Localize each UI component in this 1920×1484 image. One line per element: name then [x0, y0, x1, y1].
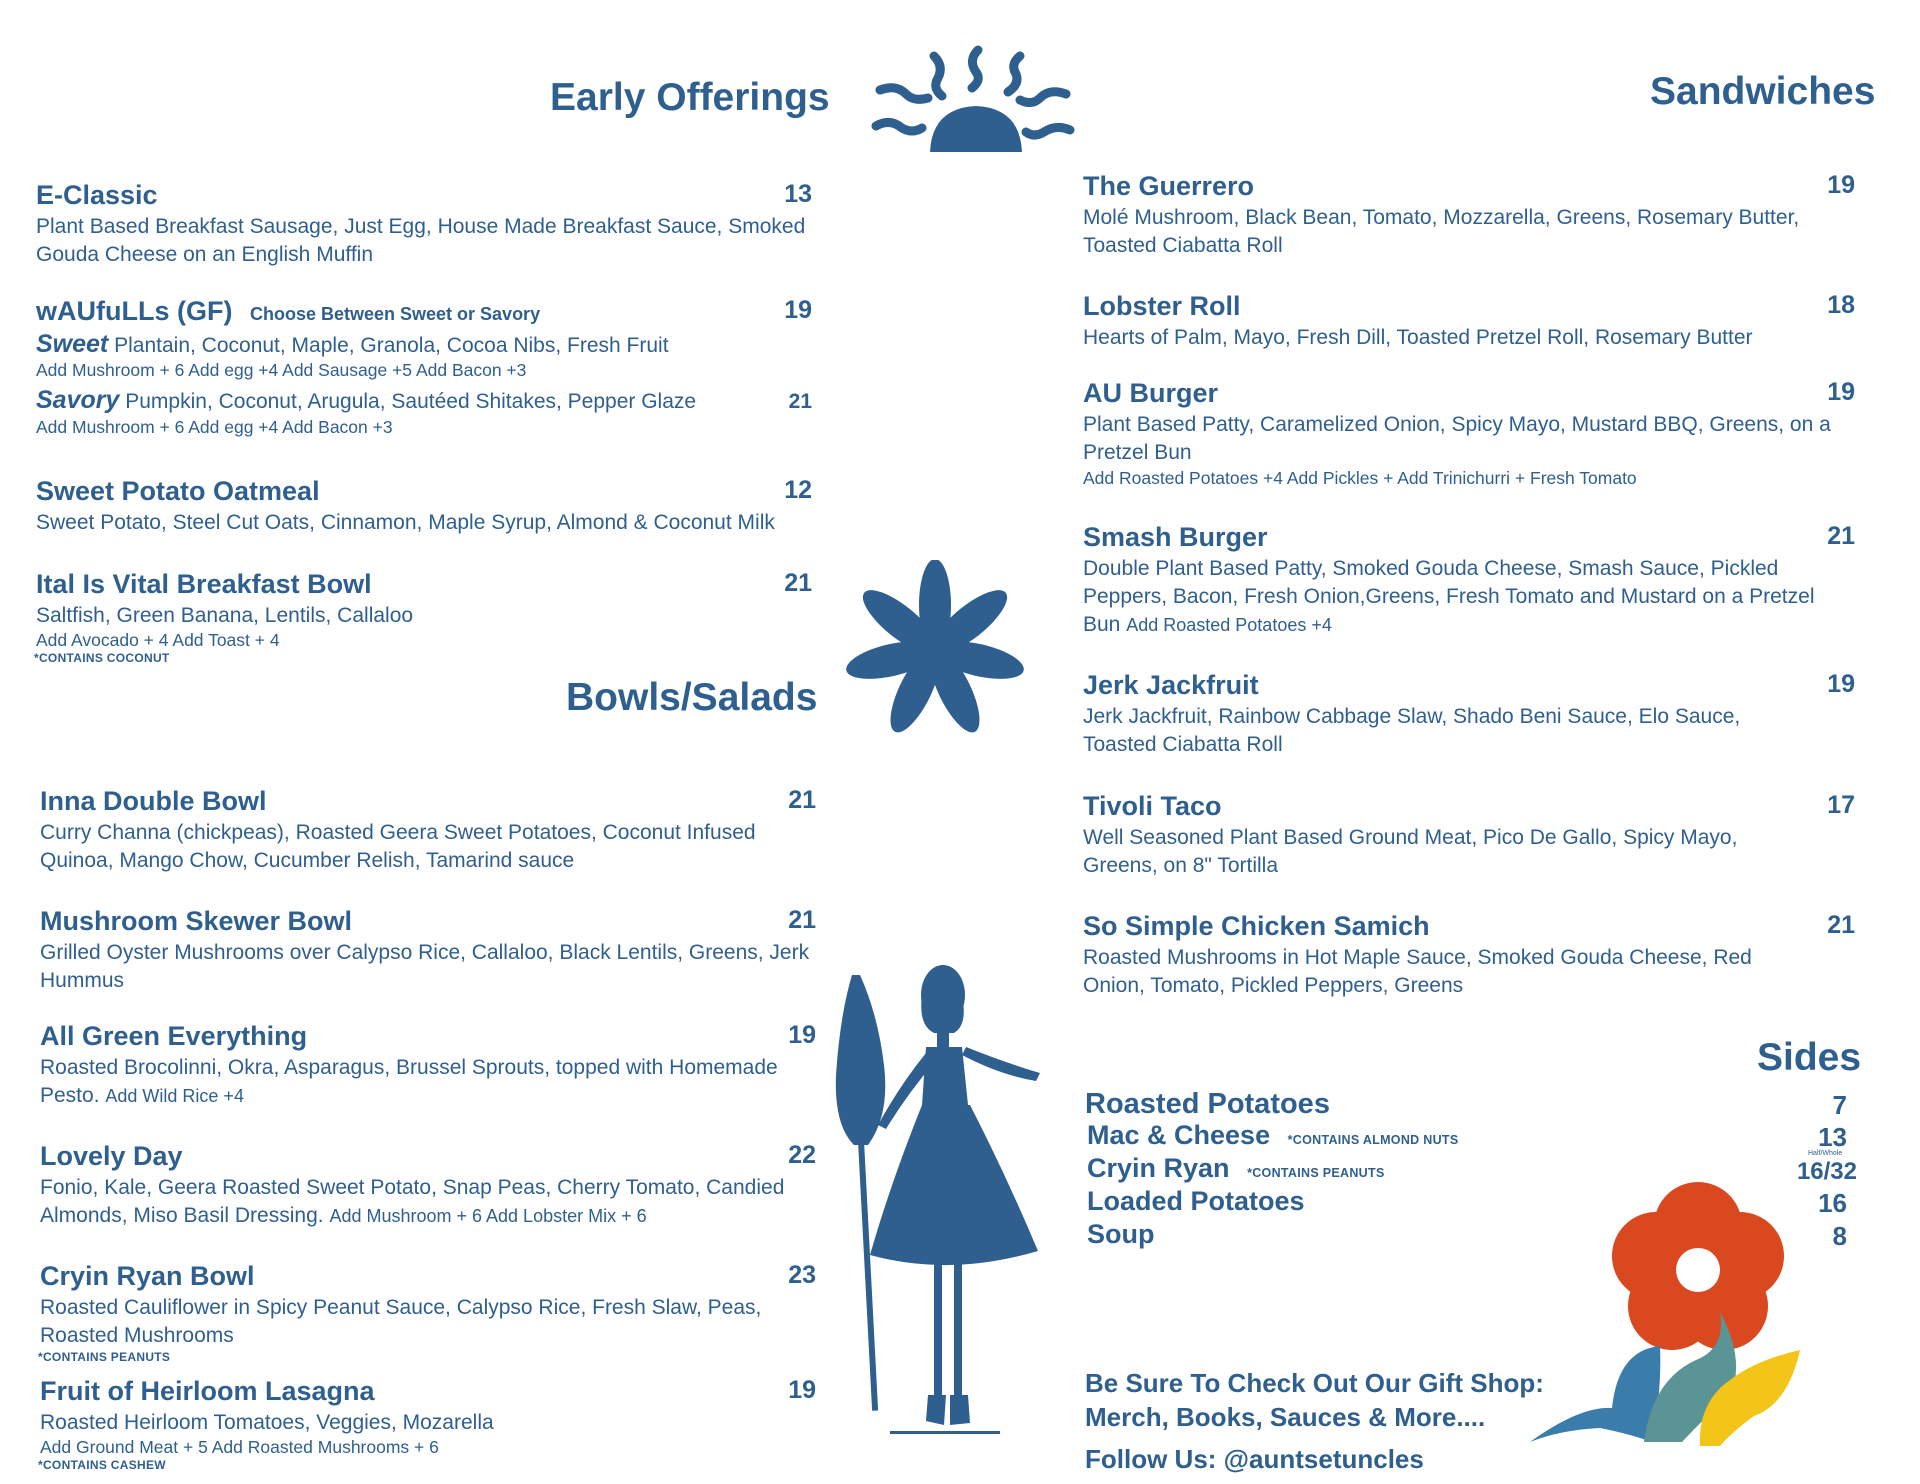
item-price: 19: [1827, 670, 1855, 698]
item-description: Plant Based Patty, Caramelized Onion, Spicy Mayo, Mustard BBQ, Greens, on a Pretzel Bun: [1083, 413, 1831, 464]
item-price: 18: [1827, 291, 1855, 319]
menu-item-au-burger: [1083, 378, 1873, 488]
sweet-label: Sweet: [36, 330, 109, 358]
item-addons: Add Avocado + 4 Add Toast + 4: [36, 630, 280, 650]
item-description: Roasted Cauliflower in Spicy Peanut Sauce, Calypso Rice, Fresh Slaw, Peas, Roasted Mushrooms: [40, 1296, 762, 1347]
sandwiches-title: Sandwiches: [1650, 70, 1876, 113]
item-price: 21: [788, 906, 816, 934]
item-name-row: [36, 296, 540, 327]
menu-item-smash-burger: [1083, 522, 1873, 642]
sweet-addons: Add Mushroom + 6 Add egg +4 Add Sausage +5 Add Bacon +3: [36, 360, 527, 380]
menu-item-lobster-roll: [1083, 291, 1873, 351]
side-item-loaded-potatoes: Loaded Potatoes: [1087, 1186, 1305, 1216]
item-name: Sweet Potato Oatmeal: [36, 476, 320, 506]
item-addons: Add Roasted Potatoes +4 Add Pickles + Add Trinichurri + Fresh Tomato: [1083, 468, 1637, 488]
item-price: 12: [784, 476, 812, 504]
menu-item-mushroom-skewer-bowl: [40, 906, 860, 996]
menu-item-lovely-day: [40, 1141, 840, 1231]
sweet-option: [36, 330, 836, 360]
item-name: Fruit of Heirloom Lasagna: [40, 1376, 375, 1406]
item-name: The Guerrero: [1083, 171, 1255, 201]
item-name: Lobster Roll: [1083, 291, 1241, 321]
item-description: Plant Based Breakfast Sausage, Just Egg, House Made Breakfast Sauce, Smoked Gouda Cheese on an English Muffin: [36, 215, 806, 266]
item-name: Lovely Day: [40, 1141, 183, 1171]
sides-title: Sides: [1757, 1036, 1862, 1079]
side-price: 7: [1832, 1090, 1847, 1120]
item-description: [40, 1174, 840, 1230]
item-addon: Add Roasted Potatoes +4: [1126, 615, 1332, 635]
side-item-soup: Soup: [1087, 1219, 1155, 1249]
item-description: Well Seasoned Plant Based Ground Meat, Pico De Gallo, Spicy Mayo, Greens, on 8" Tortilla: [1083, 826, 1738, 877]
item-description-text: Roasted Brocolinni, Okra, Asparagus, Brussel Sprouts, topped with Homemade Pesto.: [40, 1056, 778, 1107]
savory-label: Savory: [36, 386, 120, 414]
early-offerings-title: Early Offerings: [550, 76, 830, 119]
item-name: All Green Everything: [40, 1021, 308, 1051]
side-price: 16: [1818, 1188, 1847, 1218]
savory-price: 21: [788, 390, 812, 413]
item-price: 19: [788, 1376, 816, 1404]
item-description: Saltfish, Green Banana, Lentils, Callaloo: [36, 604, 414, 627]
item-name: Jerk Jackfruit: [1083, 670, 1259, 700]
item-price: 19: [784, 296, 812, 324]
item-price: 22: [788, 1141, 816, 1169]
item-addon: Add Wild Rice +4: [105, 1086, 244, 1106]
item-description-text: Double Plant Based Patty, Smoked Gouda Cheese, Smash Sauce, Pickled Peppers, Bacon, Fresh Onion,Greens, Fresh Tomato and Mustard on a Pretzel Bun: [1083, 557, 1815, 636]
sun-icon: [870, 44, 1080, 159]
menu-item-inna-double-bowl: [40, 786, 840, 876]
item-description: Curry Channa (chickpeas), Roasted Geera Sweet Potatoes, Coconut Infused Quinoa, Mango Chow, Cucumber Relish, Tamarind sauce: [40, 821, 756, 872]
allergen-note: *CONTAINS PEANUTS: [38, 1350, 171, 1364]
menu-item-ital-is-vital: [36, 569, 836, 669]
side-item-roasted-potatoes: Roasted Potatoes: [1085, 1088, 1330, 1120]
allergen-note: *CONTAINS COCONUT: [34, 651, 170, 665]
item-name: wAUfuLLs (GF): [36, 296, 233, 326]
menu-item-cryin-ryan-bowl: [38, 1261, 840, 1364]
item-description: Roasted Heirloom Tomatoes, Veggies, Mozarella: [40, 1411, 494, 1434]
side-name: Mac & Cheese: [1087, 1120, 1271, 1150]
item-description-text: Fonio, Kale, Geera Roasted Sweet Potato, Snap Peas, Cherry Tomato, Candied Almonds, Miso Basil Dressing.: [40, 1176, 785, 1227]
item-description: Hearts of Palm, Mayo, Fresh Dill, Toasted Pretzel Roll, Rosemary Butter: [1083, 326, 1753, 349]
item-price: 19: [1827, 171, 1855, 199]
side-price: 8: [1832, 1221, 1847, 1251]
item-price: 13: [784, 180, 812, 208]
menu-item-heirloom-lasagna: [40, 1376, 840, 1476]
item-price: 21: [1827, 911, 1855, 939]
side-price: 13: [1818, 1122, 1847, 1152]
menu-item-all-green-everything: [40, 1021, 840, 1111]
item-price: 21: [1827, 522, 1855, 550]
item-description: Molé Mushroom, Black Bean, Tomato, Mozzarella, Greens, Rosemary Butter, Toasted Ciabatta Roll: [1083, 206, 1800, 257]
item-name: Cryin Ryan Bowl: [40, 1261, 255, 1291]
savory-option: [36, 386, 756, 416]
item-description: Roasted Mushrooms in Hot Maple Sauce, Smoked Gouda Cheese, Red Onion, Tomato, Pickled Peppers, Greens: [1083, 946, 1752, 997]
item-name: AU Burger: [1083, 378, 1219, 408]
item-description: Sweet Potato, Steel Cut Oats, Cinnamon, Maple Syrup, Almond & Coconut Milk: [36, 511, 775, 534]
menu-item-waufulls: [36, 296, 836, 446]
item-choice-note: Choose Between Sweet or Savory: [249, 304, 541, 324]
menu-item-the-guerrero: [1083, 171, 1873, 261]
blue-flower-icon: [845, 560, 1025, 740]
menu-item-sweet-potato-oatmeal: [36, 476, 836, 536]
item-name: Mushroom Skewer Bowl: [40, 906, 353, 936]
savory-description: Pumpkin, Coconut, Arugula, Sautéed Shitakes, Pepper Glaze: [125, 390, 697, 413]
item-description: Jerk Jackfruit, Rainbow Cabbage Slaw, Shado Beni Sauce, Elo Sauce, Toasted Ciabatta Roll: [1083, 705, 1741, 756]
item-price: 19: [788, 1021, 816, 1049]
menu-item-jerk-jackfruit: [1083, 670, 1873, 760]
side-item-mac-and-cheese: [1087, 1120, 1458, 1151]
social-handle: Follow Us: @auntsetuncles: [1085, 1444, 1424, 1474]
allergen-note: *CONTAINS PEANUTS: [1247, 1166, 1385, 1180]
item-name: Inna Double Bowl: [40, 786, 267, 816]
item-price: 21: [788, 786, 816, 814]
side-item-cryin-ryan: [1087, 1153, 1385, 1184]
gift-shop-line-1: Be Sure To Check Out Our Gift Shop:: [1085, 1368, 1544, 1398]
item-name: So Simple Chicken Samich: [1083, 911, 1430, 941]
menu-item-e-classic: [36, 180, 836, 270]
item-name: E-Classic: [36, 180, 158, 210]
menu-item-so-simple-chicken-samich: [1083, 911, 1873, 1001]
item-addon: Add Mushroom + 6 Add Lobster Mix + 6: [329, 1206, 647, 1226]
bowls-salads-title: Bowls/Salads: [566, 676, 818, 719]
half-whole-label: Half/Whole: [1808, 1150, 1843, 1157]
item-price: 19: [1827, 378, 1855, 406]
sweet-description: Plantain, Coconut, Maple, Granola, Cocoa Nibs, Fresh Fruit: [114, 334, 669, 357]
item-description: [40, 1054, 840, 1110]
item-description: [1083, 555, 1823, 639]
menu-item-tivoli-taco: [1083, 791, 1873, 881]
side-price: 16/32: [1796, 1158, 1857, 1185]
allergen-note: *CONTAINS ALMOND NUTS: [1287, 1133, 1459, 1147]
allergen-note: *CONTAINS CASHEW: [38, 1458, 166, 1472]
item-name: Smash Burger: [1083, 522, 1268, 552]
item-price: 17: [1827, 791, 1855, 819]
item-name: Tivoli Taco: [1083, 791, 1222, 821]
gift-shop-line-2: Merch, Books, Sauces & More....: [1085, 1402, 1486, 1432]
savory-addons: Add Mushroom + 6 Add egg +4 Add Bacon +3: [36, 417, 393, 437]
side-name: Cryin Ryan: [1087, 1153, 1230, 1183]
item-price: 23: [788, 1261, 816, 1289]
item-price: 21: [784, 569, 812, 597]
item-description: Grilled Oyster Mushrooms over Calypso Rice, Callaloo, Black Lentils, Greens, Jerk Hummus: [40, 941, 810, 992]
item-name: Ital Is Vital Breakfast Bowl: [36, 569, 372, 599]
woman-with-broom-illustration: [830, 955, 1090, 1475]
item-addons: Add Ground Meat + 5 Add Roasted Mushrooms + 6: [40, 1437, 439, 1457]
